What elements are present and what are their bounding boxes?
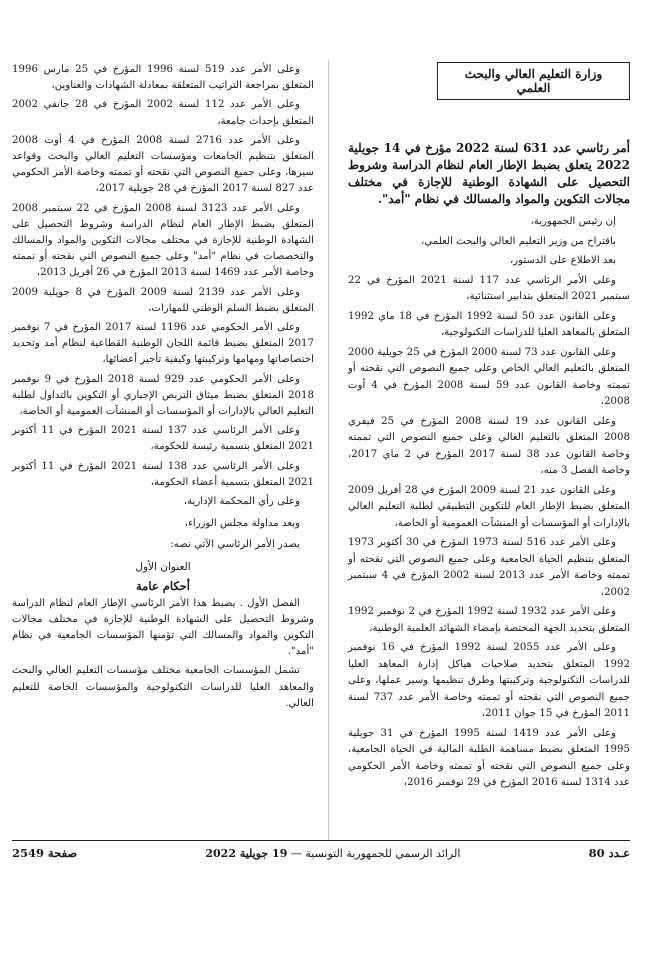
legal-paragraph: وعلى الأمر عدد 2139 لسنة 2009 المؤرخ في 8 جويلية 2009 المتعلق بضبط السلم الوطني للمهارات،	[12, 286, 314, 314]
legal-paragraph: وعلى الأمر عدد 2716 لسنة 2008 المؤرخ في 4 أوت 2008 المتعلق بتنظيم الجامعات ومؤسسات التعليم العالي والبحث وقواعد سيرها، وعلى جميع النصوص التي نقحته أو تممته وخاصة الأمر الحكومي عدد 827 لسنة 2017 المؤرخ في 28 جويلية 2017،	[12, 134, 314, 195]
legal-paragraph: وعلى الأمر الحكومي عدد 1196 لسنة 2017 المؤرخ في 7 نوفمبر 2017 المتعلق بضبط قائمة اللجان الوطنية القطاعية لنظام أمد وتحديد اختصاصاتها ومهامها وتركيبتها وكيفية تأجير أعضائها،	[12, 322, 314, 366]
left-column	[12, 62, 314, 715]
ministry-header-box: وزارة التعليم العالي والبحث العلمي	[437, 62, 630, 100]
page-number: صفحة 2549	[12, 846, 78, 860]
gazette-name: الرائد الرسمي للجمهورية التونسية —	[290, 846, 461, 860]
legal-paragraph: وعلى الأمر عدد 516 لسنة 1973 المؤرخ في 30 أكتوبر 1973 المتعلق بتنظيم الحياة الجامعية وعلى جميع النصوص التي نقحته أو تممته وخاصة الأمر عدد 2013 لسنة 2002 المؤرخ في 4 سبتمبر 2002،	[348, 537, 630, 598]
legal-paragraph: وعلى القانون عدد 50 لسنة 1992 المؤرخ في 18 ماي 1992 المتعلق بالمعاهد العليا للدراسات التكنولوجية،	[348, 310, 630, 338]
issue-number: عـدد 80	[588, 846, 630, 860]
legal-paragraph: وعلى الأمر عدد 112 لسنة 2002 المؤرخ في 28 جانفي 2002 المتعلق بإحداث جامعة،	[12, 99, 314, 127]
legal-paragraph: إن رئيس الجمهورية،	[530, 216, 616, 227]
closing-formulas	[12, 494, 314, 554]
legal-paragraph: باقتراح من وزير التعليم العالي والبحث العلمي،	[421, 235, 616, 247]
legal-paragraph: وعلى الأمر عدد 2055 لسنة 1992 المؤرخ في 16 نوفمبر 1992 المتعلق بتحديد صلاحيات هياكل إدارة المعاهد العليا للدراسات التكنولوجية وتركيبتها وطرق تنظيمها وسير عملها، وعلى جميع النصوص التي نقحته أو تممته وخاصة الأمر عدد 737 لسنة 2011 المؤرخ في 15 جوان 2011،	[348, 642, 631, 719]
column-divider	[328, 60, 329, 840]
decree-title: أمر رئاسي عدد 631 لسنة 2022 مؤرخ في 14 جويلية 2022 يتعلق بضبط الإطار العام لنظام الدراسة وشروط التحصيل على الشهادة الوطنية للإجازة في مختلف مجالات التكوين والمواد والمسالك في نظام "أمد".	[348, 141, 630, 206]
legal-paragraph: وعلى القانون عدد 21 لسنة 2009 المؤرخ في 28 أفريل 2009 المتعلق بضبط الإطار العام للتكوين التطبيقي لطلبة التعليم العالي بالإدارات أو المؤسسات أو المنشآت العمومية أو الخاصة،	[348, 484, 630, 529]
article-paragraph: تشمل المؤسسات الجامعية مختلف مؤسسات التعليم العالي والبحث والمعاهد العليا للدراسات التكنولوجية والمؤسسات الخاصة للتعليم العالي.	[12, 665, 314, 709]
closing-formula: يصدر الأمر الرئاسي الآتي نصه:	[170, 539, 300, 551]
legal-paragraph: بعد الاطلاع على الدستور،	[509, 255, 616, 266]
closing-formula: وبعد مداولة مجلس الوزراء،	[184, 517, 300, 529]
legal-paragraph: وعلى الأمر الحكومي عدد 929 لسنة 2018 المؤرخ في 9 نوفمبر 2018 المتعلق بضبط ميثاق التربص الإجباري أو التكوين بالتداول لطلبة التعليم العالي بالإدارات أو المؤسسات أو المنشآت العمومية أو الخاصة،	[12, 373, 314, 418]
section-subheading: أحكام عامة	[136, 578, 190, 593]
legal-paragraph: وعلى الأمر عدد 3123 لسنة 2008 المؤرخ في 22 سبتمبر 2008 المتعلق بضبط الإطار العام لنظام الدراسة وشروط التحصيل على الشهادة الوطنية للإجازة في مختلف مجالات التكوين والمواد والمسالك والتخصصات في نظام "أمد" وعلى جميع النصوص التي نقحته أو تممته وخاصة الأمر عدد 1469 لسنة 2013 المؤرخ في 26 أفريل 2013،	[12, 202, 314, 279]
legal-paragraph: وعلى الأمر عدد 519 لسنة 1996 المؤرخ في 25 مارس 1996 المتعلق بمراجعة التراتيب المتعلقة بمعادلة الشهادات والعناوين،	[12, 64, 314, 92]
legal-paragraph: وعلى الأمر عدد 1419 لسنة 1995 المؤرخ في 31 جويلية 1995 المتعلق بضبط مساهمة الطلبة المالية في الحياة الجامعية، وعلى جميع النصوص التي نقحته أو تممته وخاصة الأمر الحكومي عدد 1314 لسنة 2016 المؤرخ في 29 نوفمبر 2016،	[348, 727, 630, 788]
articles	[12, 596, 314, 712]
legal-paragraph: وعلى القانون عدد 73 لسنة 2000 المؤرخ في 25 جويلية 2000 المتعلق بالتعليم العالي الخاص وعلى جميع النصوص التي نقحته أو تممته وخاصة القانون عدد 59 لسنة 2008 المؤرخ في 4 أوت 2008،	[348, 346, 630, 407]
section-heading: العنوان الأول	[135, 560, 191, 573]
gazette-info	[205, 847, 460, 860]
legal-paragraph: وعلى الأمر الرئاسي عدد 138 لسنة 2021 المؤرخ في 11 أكتوبر 2021 المتعلق بتسمية أعضاء الحكومة،	[12, 460, 314, 488]
gazette-date: 19 جويلية 2022	[205, 846, 288, 860]
legal-paragraph: وعلى الأمر عدد 1932 لسنة 1992 المؤرخ في 2 نوفمبر 1992 المتعلق بتحديد الجهة المختصة بإمضاء الشهائد العلمية الوطنية،	[348, 606, 630, 634]
closing-formula: وعلى رأي المحكمة الإدارية،	[183, 496, 300, 508]
legal-paragraph: وعلى القانون عدد 19 لسنة 2008 المؤرخ في 25 فيفري 2008 المتعلق بالتعليم العالي وعلى جميع النصوص التي تممته وخاصة القانون عدد 38 لسنة 2017 المؤرخ في 2 ماي 2017، وخاصة الفصل 3 منه،	[348, 415, 630, 476]
legal-paragraph: وعلى الأمر الرئاسي عدد 117 لسنة 2021 المؤرخ في 22 سبتمبر 2021 المتعلق بتدابير استثنائية،	[348, 274, 630, 302]
legal-paragraph: وعلى الأمر الرئاسي عدد 137 لسنة 2021 المؤرخ في 11 أكتوبر 2021 المتعلق بتسمية رئيسة للحكومة،	[12, 425, 314, 453]
right-column-paragraphs	[348, 214, 630, 792]
article-paragraph: الفصل الأول . يضبط هذا الأمر الرئاسي الإطار العام لنظام الدراسة وشروط التحصيل على الشهادة الوطنية للإجازة في مختلف مجالات التكوين والمواد والمسالك التي تؤمنها المؤسسات الجامعية في نظام "أمد".	[12, 597, 314, 658]
right-column	[348, 62, 630, 795]
left-column-paragraphs	[12, 62, 314, 491]
page-footer	[12, 840, 630, 865]
